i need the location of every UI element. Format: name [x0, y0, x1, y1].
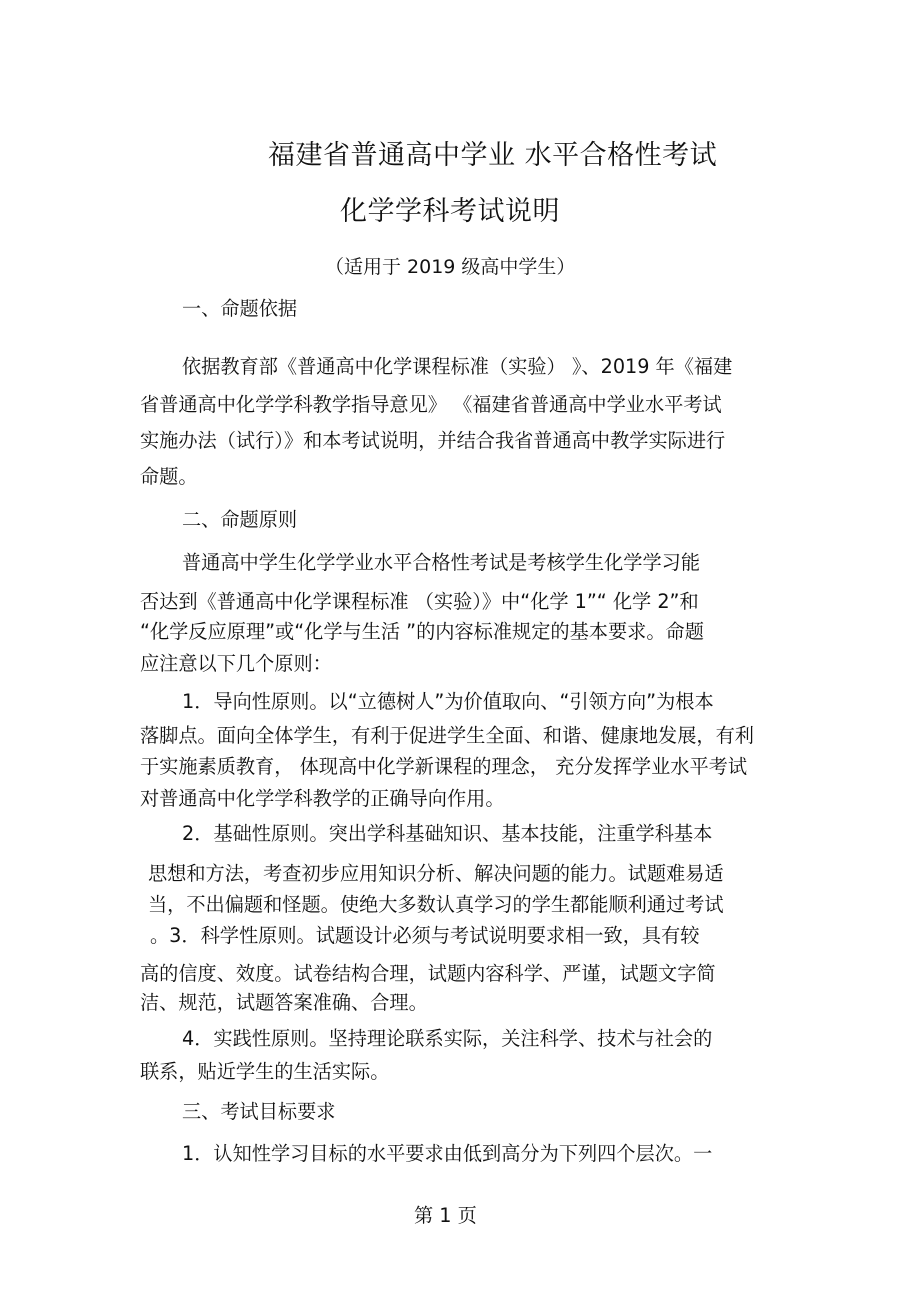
paragraph-line: 当，不出偏题和怪题。使绝大多数认真学习的学生都能顺利通过考试: [148, 893, 724, 916]
section-heading-basis: 一、命题依据: [182, 297, 298, 320]
paragraph-line: 1．导向性原则。以“立德树人”为价值取向、“引领方向”为根本: [182, 690, 714, 713]
paragraph-line: 依据教育部《普通高中化学课程标准（实验） 》、2019 年《福建: [182, 355, 733, 378]
document-subject-title: 化学学科考试说明: [340, 196, 560, 227]
paragraph-line: 。3．科学性原则。试题设计必须与考试说明要求相一致，具有较: [150, 924, 700, 947]
paragraph-line: 否达到《普通高中化学课程标准 （实验）》中“化学 1”“ 化学 2”和: [140, 590, 699, 613]
paragraph-line: 命题。: [140, 465, 198, 488]
section-heading-principles: 二、命题原则: [182, 508, 298, 531]
paragraph-line: 4．实践性原则。坚持理论联系实际，关注科学、技术与社会的: [182, 1027, 713, 1050]
paragraph-line: 对普通高中化学学科教学的正确导向作用。: [140, 787, 505, 810]
paragraph-line: 联系，贴近学生的生活实际。: [140, 1060, 390, 1083]
paragraph-line: 思想和方法，考查初步应用知识分析、解决问题的能力。试题难易适: [148, 862, 724, 885]
paragraph-line: 于实施素质教育， 体现高中化学新课程的理念， 充分发挥学业水平考试: [140, 755, 748, 778]
paragraph-line: 实施办法（试行）》和本考试说明，并结合我省普通高中教学实际进行: [140, 429, 726, 452]
page-number: 第 1 页: [414, 1204, 477, 1227]
paragraph-line: 应注意以下几个原则：: [140, 652, 332, 675]
paragraph-line: 省普通高中化学学科教学指导意见》 《福建省普通高中学业水平考试: [140, 393, 722, 416]
paragraph-line: 2．基础性原则。突出学科基础知识、基本技能，注重学科基本: [182, 822, 713, 845]
paragraph-line: “化学反应原理”或“化学与生活 ”的内容标准规定的基本要求。命题: [140, 620, 704, 643]
document-subtitle: （适用于 2019 级高中学生）: [325, 256, 576, 278]
paragraph-line: 洁、规范，试题答案准确、合理。: [140, 991, 428, 1014]
paragraph-line: 高的信度、效度。试卷结构合理，试题内容科学、严谨，试题文字简: [140, 962, 716, 985]
paragraph-line: 普通高中学生化学学业水平合格性考试是考核学生化学学习能: [182, 551, 701, 574]
paragraph-line: 1．认知性学习目标的水平要求由低到高分为下列四个层次。一: [182, 1142, 713, 1165]
document-title: 福建省普通高中学业 水平合格性考试: [268, 140, 718, 171]
paragraph-line: 落脚点。面向全体学生，有利于促进学生全面、和谐、健康地发展，有利: [140, 724, 754, 747]
section-heading-objectives: 三、考试目标要求: [182, 1100, 336, 1123]
